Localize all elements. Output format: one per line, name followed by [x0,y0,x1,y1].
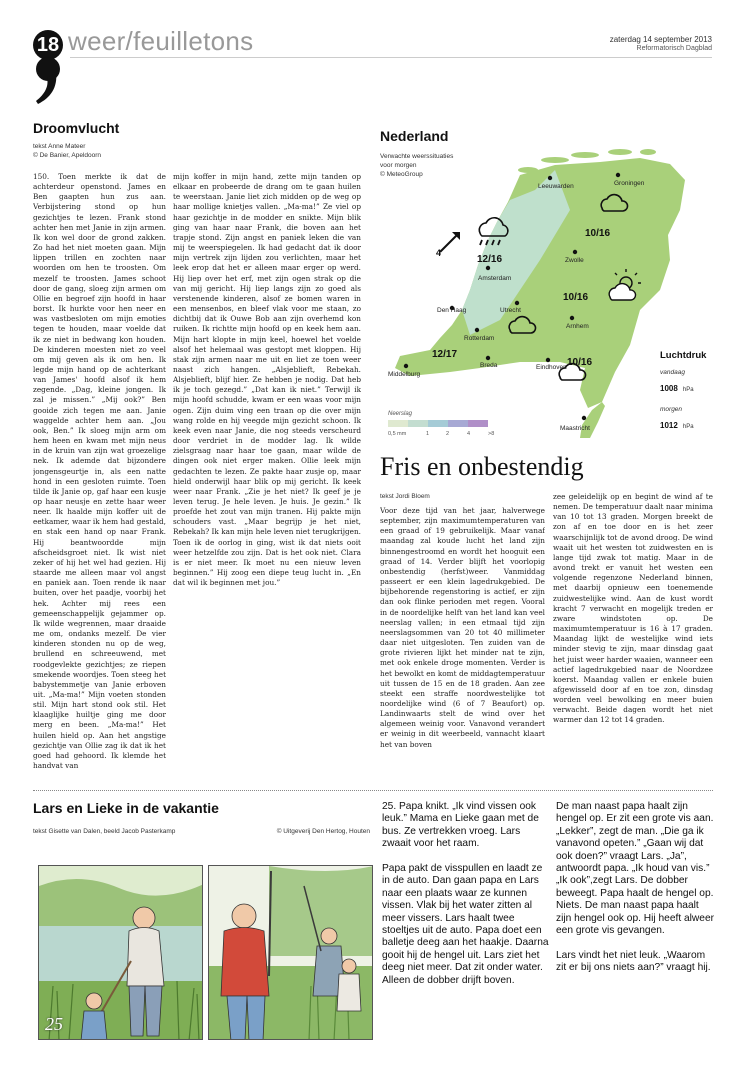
comic-text-column-2: De man naast papa haalt zijn hengel op. Er zit een grote vis aan. „Lekker”, zegt de man. „Die ga ik vanavond opeten.” „Gaan wij dat ook doen?” vraagt Lars. „Ja”, antwoordt papa. „Ik houd van vis.” „Ik ook”,zegt Lars. De dobber beweegt. Papa haalt de hengel op. Niets. De man naast papa haalt zijn hengel ook op. Hij heeft alweer een grote vis gevangen. Lars vindt het niet leuk. „Waarom zit er bij ons niets aan?” vraagt hij. [556,801,715,974]
city-dot-utrecht [515,301,519,305]
precip-legend-title: Neerslag [388,411,413,417]
temp-south-west: 12/17 [432,349,458,360]
comic-title: Lars en Lieke in de vakantie [33,800,219,816]
city-dot-leeuwarden [548,176,552,180]
city-dot-eindhoven [546,358,550,362]
pressure-tomorrow-value: 1012 [660,421,678,430]
precip-scale-0: 0,5 mm [388,431,407,437]
city-eindhoven: Eindhoven [536,364,567,371]
city-zwolle: Zwolle [565,257,584,264]
map-subtitle [380,152,453,179]
weather-article-title: Fris en onbestendig [380,452,584,481]
city-utrecht: Utrecht [500,307,521,314]
issue-date: zaterdag 14 september 2013 [609,35,712,44]
story-author: tekst Anne Mateer [33,143,86,150]
header-rule [70,57,712,58]
city-dot-arnhem [570,316,574,320]
precip-scale-2: 2 [446,431,450,437]
weather-article-column-1: Voor deze tijd van het jaar, halverwege september, zijn maximumtemperaturen van een graad of 19 gebruikelijk. Maar vanaf maandag zal koude lucht het land zijn binnengestroomd en wordt het hooguit een graad of 14. Verder blijft het voorlopig onbestendig (herfst)weer. Vanmiddag passeert er een klein lagedrukgebied. De bijbehorende regenstoring is actief, er zijn dan ook flinke perioden met regen. Vooral in de noordelijke helft van het land kan veel neerslag vallen; in een etmaal tijd zijn neerslagsommen van 20 tot 40 millimeter daar niet uitgesloten. Ten zuiden van de grote rivieren lijkt het minder nat te zijn, met ook enkele droge momenten. Verder is het bewolkt en komt de middagtemperatuur uit tussen de 15 en de 18 graden. Aan zee steekt een straffe noordwestelijke tot noordelijke wind (6 of 7 Beaufort) op. Landinwaarts stelt de wind over het algemeen weinig voor. Vanavond verandert er weinig in dit weerbeeld, vannacht klaart het van boven [380,506,545,749]
precip-swatch-1 [408,420,428,427]
comic-panel-number: 25 [45,1014,63,1034]
section-title: weer/feuilletons [68,26,254,56]
city-leeuwarden: Leeuwarden [538,183,574,190]
pressure-tomorrow [660,406,694,432]
city-dot-rotterdam [475,328,479,332]
city-arnhem: Arnhem [566,323,589,330]
comma-logo-icon [30,54,66,106]
map-subtitle-line-3: © MeteoGroup [380,171,423,178]
comic-illustration-1 [39,866,203,1040]
section-divider [33,790,713,791]
publication-name: Reformatorisch Dagblad [636,45,712,52]
temp-east: 10/16 [563,292,589,303]
story-title: Droomvlucht [33,120,120,136]
comic-panel-1 [38,865,203,1040]
weather-article-column-2: zee geleidelijk op en begint de wind af te nemen. De temperatuur daalt naar minima van 10 tot 13 graden. Morgen breekt de zon af en toe door en is het zeer waarschijnlijk tot de avond droog. De wind waait uit het westen tot zuidwesten en is lange tijd zwak tot matig. Maar in de avond trekt er vanuit het westen een volgende regenzone Nederland binnen, met daarbij opnieuw een toenemende zuidwestelijke wind. Aan de kust wordt kracht 7 verwacht en mogelijk treden er zware windstoten op. De maximumtemperatuur is 16 à 17 graden. Maandag lijkt de westelijke wind iets minder stevig te zijn, maar dinsdag gaat het juist weer harder waaien, wanneer een actief lagedrukgebied naar de Noordzee koerst. Maandag vallen er enkele buien afgewisseld door af en toe zon, dinsdag worden veel bewolking en meer buien verwacht. Beide dagen wordt het niet warmer dan 12 tot 14 graden. [553,492,713,725]
city-dot-breda [486,356,490,360]
city-den-haag: Den Haag [437,307,467,314]
story-column-1: 150. Toen merkte ik dat de achterdeur openstond. James en Ben gaapten hun zus aan. Verbijstering stond op hun gezichtjes te lezen. Frank stond achter hen met Janie in zijn armen. Ik kon wel door de grond zakken. Zo had het niet moeten gaan. Mijn lippen trillen en zochten naar woorden om hen te troosten. Om mezelf te troosten. James schoot door de gang, sloeg zijn armen om Ollie en begroef zijn hoofd in haar borst. Ik hurkte voor hen neer en was vastbesloten om mijn emoties tegen te houden, maar voelde dat ik ze niet in bedwang kon houden. De kinderen moesten niet zo veel om mij geven als ik om hen. Ik legde mijn hand op de achterkant van James' hoofd alsof ik hem zegende. „Dag, kleine jongen. Ik zal je missen.” „Mij ook?” Ben gooide zich tegen me aan. Janie waggelde achter hem aan. „Jou ook, Ben.” Ik sloeg mijn arm om hem heen en kwam met mijn neus in de kruin van zijn wat groezelige nek. Ik ademde dat bijzondere jongensgeurtje in, als een natte hond in een gesloten ruimte. Toen tilde ik Janie op, gaf haar een kusje op haar neusje en zette haar weer neer. Ik haalde mijn koffer uit de eetkamer, waar ik hem had gestald, en stak een hand op naar Frank. Hij beantwoordde mijn afscheidsgroet niet. Ik wist niet zeker of hij het wel had gezien. Hij staarde me alleen maar vol angst en paniek aan. Toen rende ik naar buiten, over het paadje, voorbij het hek. Achter mij rees een gemeenschappelijk gejammer op. Ik wilde wegrennen, maar draaide me om, ondanks mezelf. De vier kinderen stonden nu op de weg, brullend en schreeuwend, met roodgevlekte gezichtjes; ze riepen smekende woordjes. Toen steeg het babystemmetje van Janie erboven uit. „Ma-ma!” Mijn voeten stonden stil. Mijn hart stond ook stil. Het klaaglijke huiltje ging me door merg en been. „Ma-ma!” Het huilen hield op. Aan het angstige gezichtje van Ollie zag ik dat ik het goed had gehoord. Ik klemde het handvat van [33,172,166,771]
city-amsterdam: Amsterdam [478,275,512,282]
story-column-2: mijn koffer in mijn hand, zette mijn tanden op elkaar en probeerde de drang om te gaan huilen te weerstaan. Janie liet zich midden op de weg op haar mollige knietjes vallen. „Ma-ma!” Ze viel op haar gezichtje in de modder en snikte. Mijn blik ging van haar naar Frank, die boven aan het trapje stond. Zijn angst en paniek leken die van mij te weerspiegelen. Ik had gedacht dat ik door mijn vertrek zijn lijden zou verlichten, maar het leek erop dat het er alleen maar erger op werd. Hij liep over het erf, met zijn ogen strak op die van mij gericht. Hij liep langs zijn zo goed als verstenende kinderen, alsof ze bomen waren in een mensenbos, en bleef vlak voor me staan, zo dichtbij dat ik Ouwe Bob aan zijn overhemd kon ruiken. Ik richtte mijn hoofd op en keek hem aan. Mijn hart klopte in mijn keel, hoewel het voelde alsof het helemaal was gestopt met kloppen. Hij stak zijn armen naar me uit en liet ze toen weer naast zich hangen. „Alsjeblieft, Rebekah. Alsjeblieft, blijf hier. Ze hebben je nodig. Dat heb ik je toch gezegd.” „Dat kan ik niet.” Terwijl ik mijn hoofd schudde, kwam er een waas voor mijn ogen. Zijn duim ving een traan op die over mijn wang rolde en hij veegde mijn gezicht schoon. Ik keek even naar Janie, die nog steeds verscheurd door verdriet in de modder lag. Ik wilde zielsgraag naar haar toe gaan, maar wilde de dingen ook niet erger maken. Ollie leek mijn gedachten te lezen. Ze pakte haar zusje op, maar hield onderwijl haar blik op mij gericht. Ik keek weer naar Frank. „Zie je het niet? Ik geef je je leven terug. Je hele leven. Je huis. Je gezin.” Ik proefde het zout van mijn tranen. Hij pakte mijn schouders vast. „Maar begrijp je het niet, Rebekah? Ik kan mijn hele leven niet terugkrijgen. Toen ik de oorlog in ging, wist ik dat niets ooit weer hetzelfde zou zijn. Dat is het ook niet. Clara is er niet meer. Ik moet nu een nieuw leven beginnen.” Hij zoog een diepe teug lucht in. „En dat wil ik beginnen met jou.” [173,172,361,588]
comic-text-column-1: 25. Papa knikt. „Ik vind vissen ook leuk.” Mama en Lieke gaan met de bus. Ze vertrekken vroeg. Lars zwaait voor het raam. Papa pakt de visspullen en laadt ze in de auto. Dan gaan papa en Lars naar een plaats waar ze kunnen vissen. Vlak bij het water zitten al meer vissers. Lars haalt twee stoeltjes uit de auto. Papa doet een balletje deeg aan het haakje. Daarna gooit hij de hengel uit. Lars ziet het deeg niet meer. Dat zit onder water. Alleen de dobber drijft boven. [382,801,549,986]
precip-scale-1: 1 [426,431,430,437]
weather-article-byline: tekst Jordi Bloem [380,493,430,500]
precip-legend [388,420,488,427]
pressure-tomorrow-unit: hPa [682,424,694,430]
comic-panel-2 [208,865,373,1040]
pressure-today [660,369,694,395]
wind-arrow-icon [440,232,460,252]
temp-south: 10/16 [567,357,593,368]
story-byline [33,142,101,160]
precip-scale-4: >8 [488,431,495,437]
city-dot-maastricht [582,416,586,420]
wind-force: 4 [436,248,442,258]
story-publisher: © De Banier, Apeldoorn [33,152,102,159]
city-groningen: Groningen [614,180,645,187]
city-dot-zwolle [573,250,577,254]
pressure-today-label: vandaag [660,369,685,376]
map-subtitle-line-2: voor morgen [380,162,417,169]
precip-swatch-2 [428,420,448,427]
pressure-today-unit: hPa [682,387,694,393]
precip-swatch-4 [468,420,488,427]
city-dot-groningen [616,173,620,177]
precip-scale-3: 4 [467,431,471,437]
city-dot-amsterdam [486,266,490,270]
comic-illustration-2 [209,866,373,1040]
city-breda: Breda [480,362,498,369]
map-subtitle-line-1: Verwachte weerssituaties [380,153,454,160]
comic-byline: tekst Gisette van Dalen, beeld Jacob Pasterkamp [33,828,176,835]
comic-copyright: © Uitgeverij Den Hertog, Houten [276,828,370,835]
precip-swatch-0 [388,420,408,427]
pressure-today-value: 1008 [660,384,678,393]
weather-map [370,140,715,440]
air-pressure-title: Luchtdruk [660,350,707,361]
city-dot-middelburg [404,364,408,368]
precip-swatch-3 [448,420,468,427]
temp-north-east: 10/16 [585,228,611,239]
pressure-tomorrow-label: morgen [660,406,683,413]
city-maastricht: Maastricht [560,425,590,432]
map-title: Nederland [380,128,449,144]
city-rotterdam: Rotterdam [464,335,495,342]
page-number: 18 [33,30,63,60]
temp-amsterdam: 12/16 [477,254,503,265]
city-middelburg: Middelburg [388,371,421,378]
